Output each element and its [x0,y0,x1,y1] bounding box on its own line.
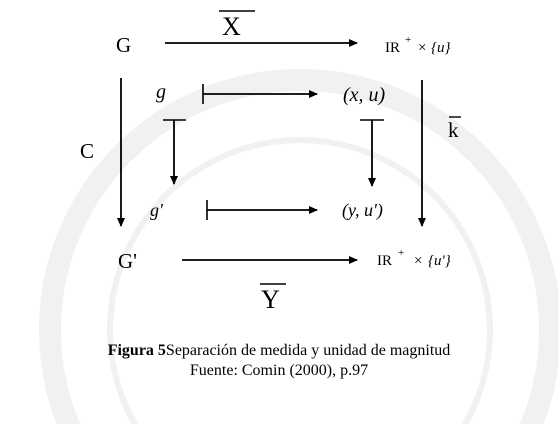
node-xu: (x, u) [343,84,386,106]
node-IR-u-set: {u} [431,40,451,56]
caption-title: Separación de medida y unidad de magnitud [165,342,451,359]
node-IR-uprime-set: {u'} [428,253,451,269]
figure-source: Fuente: Comin (2000), p.97 [189,362,369,379]
node-IR-uprime [377,247,451,269]
node-G: G [116,33,132,57]
label-Y-bar: Y [261,285,280,314]
label-C: C [80,139,95,163]
caption-figure-number: Figura 5 [107,342,166,359]
node-G-prime: G' [118,249,137,273]
node-IR-uprime-times: × [414,253,423,269]
node-g-prime: g' [150,200,163,220]
node-IR-uprime-base: IR [377,253,392,269]
node-g: g [156,81,166,103]
node-IR-u-base: IR [385,40,400,56]
node-yu-prime: (y, u') [342,200,383,220]
label-X-bar: X [222,12,241,41]
node-IR-u-times: × [418,40,427,56]
label-k-bar: k [448,118,459,142]
node-IR-u-sup: + [405,34,412,46]
figure-caption [0,342,558,360]
node-IR-u [385,34,451,56]
node-IR-uprime-sup: + [398,247,405,259]
